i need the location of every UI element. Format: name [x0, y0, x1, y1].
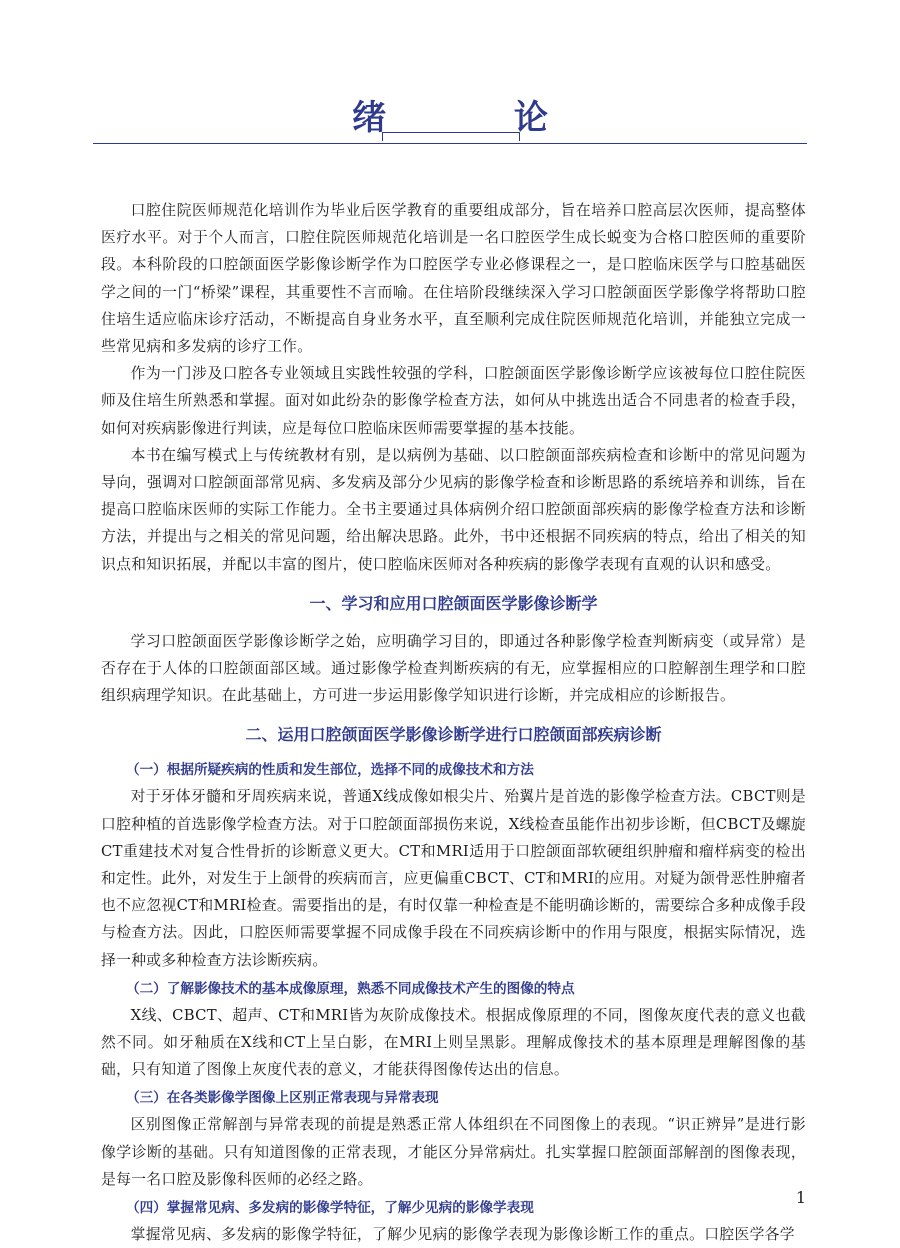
subsection-3-paragraph: 区别图像正常解剖与异常表现的前提是熟悉正常人体组织在不同图像上的表现。“识正辨异”是进行影像学诊断的基础。只有知道图像的正常表现，才能区分异常病灶。扎实掌握口腔颌面部解剖的图像表现，是每一名口腔及影像科医师的必经之路。 [101, 1116, 806, 1188]
subsection-2-heading: （二）了解影像技术的基本成像原理，熟悉不同成像技术产生的图像的特点 [126, 980, 575, 997]
section-1-heading: 一、学习和应用口腔颌面医学影像诊断学 [309, 593, 598, 613]
page-number: 1 [795, 1188, 806, 1207]
title-decoration-notch [382, 132, 520, 141]
section-2-heading: 二、运用口腔颌面医学影像诊断学进行口腔颌面部疾病诊断 [245, 725, 662, 745]
body-text [101, 197, 806, 1248]
title-underline-rule [93, 143, 807, 144]
subsection-1-heading: （一）根据所疑疾病的性质和发生部位，选择不同的成像技术和方法 [126, 762, 534, 779]
subsection-4-paragraph: 掌握常见病、多发病的影像学特征，了解少见病的影像学表现为影像诊断工作的重点。口腔医学各学 [130, 1226, 795, 1244]
section-1-paragraph: 学习口腔颌面医学影像诊断学之始，应明确学习目的，即通过各种影像学检查判断病变（或异常）是否存在于人体的口腔颌面部区域。通过影像学检查判断疾病的有无，应掌握相应的口腔解剖生理学和口腔组织病理学知识。在此基础上，方可进一步运用影像学知识进行诊断，并完成相应的诊断报告。 [101, 632, 806, 705]
intro-paragraph-1: 口腔住院医师规范化培训作为毕业后医学教育的重要组成部分，旨在培养口腔高层次医师，提高整体医疗水平。对于个人而言，口腔住院医师规范化培训是一名口腔医学生成长蜕变为合格口腔医师的重要阶段。本科阶段的口腔颌面医学影像诊断学作为口腔医学专业必修课程之一，是口腔临床医学与口腔基础医学之间的一门“桥梁”课程，其重要性不言而喻。在住培阶段继续深入学习口腔颌面医学影像学将帮助口腔住培生适应临床诊疗活动，不断提高自身业务水平，直至顺利完成住院医师规范化培训，并能独立完成一些常见病和多发病的诊疗工作。 [101, 202, 806, 356]
subsection-4-heading: （四）掌握常见病、多发病的影像学特征，了解少见病的影像学表现 [126, 1200, 534, 1217]
intro-paragraph-2: 作为一门涉及口腔各专业领域且实践性较强的学科，口腔颌面医学影像诊断学应该被每位口腔住院医师及住培生所熟悉和掌握。面对如此纷杂的影像学检查方法，如何从中挑选出适合不同患者的检查手段，如何对疾病影像进行判读，应是每位口腔临床医师需要掌握的基本技能。 [101, 365, 806, 437]
subsection-2-paragraph: X线、CBCT、超声、CT和MRI皆为灰阶成像技术。根据成像原理的不同，图像灰度代表的意义也截然不同。如牙釉质在X线和CT上呈白影，在MRI上则呈黑影。理解成像技术的基本原理是理解图像的基础，只有知道了图像上灰度代表的意义，才能获得图像传达出的信息。 [101, 1006, 806, 1079]
subsection-3-heading: （三）在各类影像学图像上区别正常表现与异常表现 [126, 1090, 439, 1107]
subsection-1-paragraph: 对于牙体牙髓和牙周疾病来说，普通X线成像如根尖片、殆翼片是首选的影像学检查方法。CBCT则是口腔种植的首选影像学检查方法。对于口腔颌面部损伤来说，X线检查虽能作出初步诊断，但CBCT及螺旋CT重建技术对复合性骨折的诊断意义更大。CT和MRI适用于口腔颌面部软硬组织肿瘤和瘤样病变的检出和定性。此外，对发生于上颌骨的疾病而言，应更偏重CBCT、CT和MRI的应用。对疑为颌骨恶性肿瘤者也不应忽视CT和MRI检查。需要指出的是，有时仅靠一种检查是不能明确诊断的，需要综合多种成像手段与检查方法。因此，口腔医师需要掌握不同成像手段在不同疾病诊断中的作用与限度，根据实际情况，选择一种或多种检查方法诊断疾病。 [101, 788, 806, 969]
intro-paragraph-3: 本书在编写模式上与传统教材有别，是以病例为基础、以口腔颌面部疾病检查和诊断中的常见问题为导向，强调对口腔颌面部常见病、多发病及部分少见病的影像学检查和诊断思路的系统培养和训练，旨在提高口腔临床医师的实际工作能力。全书主要通过具体病例介绍口腔颌面部疾病的影像学检查方法和诊断方法，并提出与之相关的常见问题，给出解决思路。此外，书中还根据不同疾病的特点，给出了相关的知识点和知识拓展，并配以丰富的图片，使口腔临床医师对各种疾病的影像学表现有直观的认识和感受。 [101, 446, 806, 573]
chapter-title: 绪 论 [352, 98, 606, 138]
